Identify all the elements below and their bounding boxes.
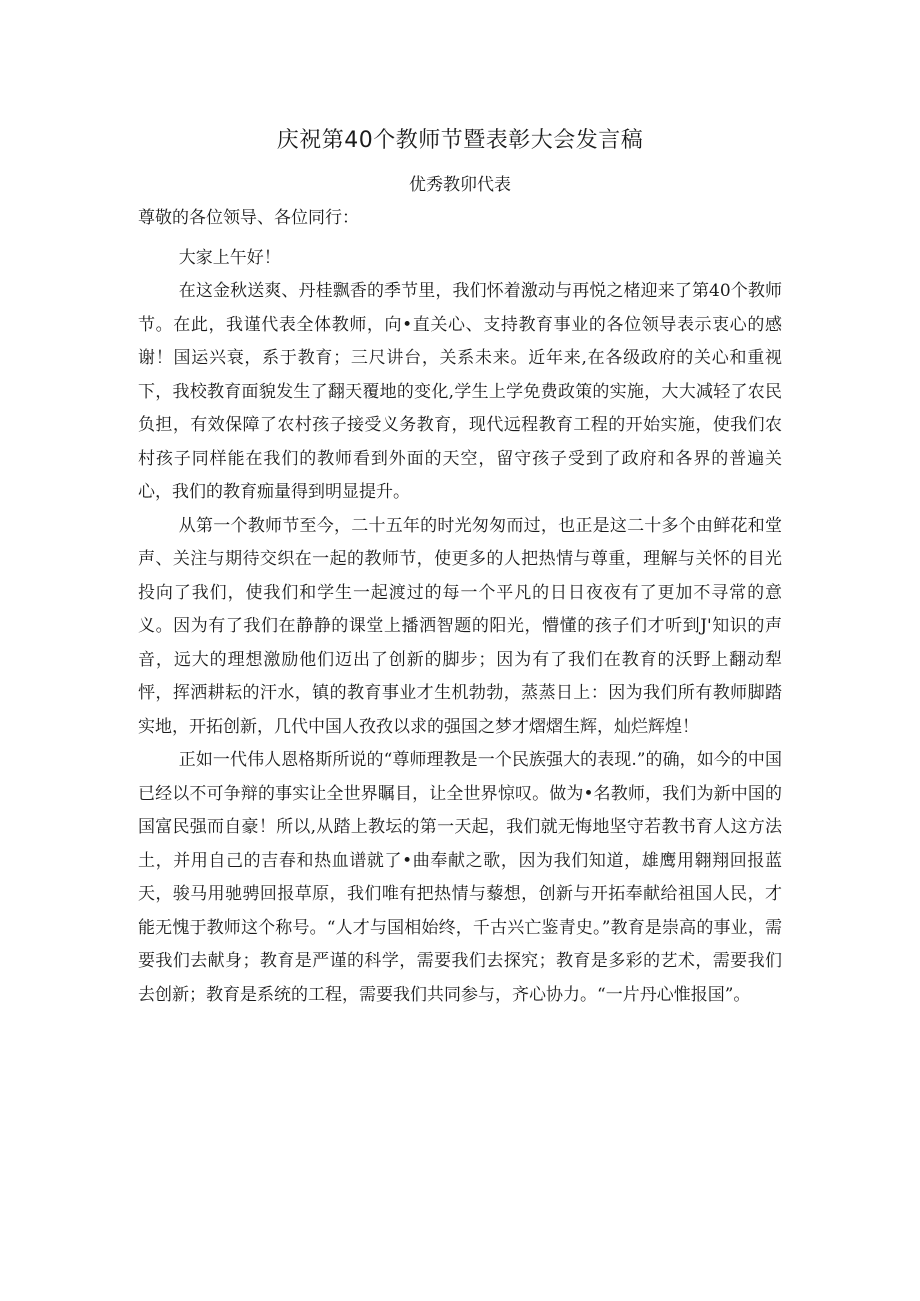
document-subtitle: 优秀教卯代表 <box>409 175 511 195</box>
paragraph: 正如一代伟人恩格斯所说的“尊师理教是一个民族强大的表现.”的确，如今的中国已经以不可争辩的事实让全世界瞩目，让全世界惊叹。做为•名教师，我们为新中国的国富民强而自豪！所以,从踏上教坛的第一天起，我们就无悔地坚守若教书育人这方法土，并用自己的吉春和热血谱就了•曲奉献之歌，因为我们知道，雄鹰用翱翔回报蓝天，骏马用驰骋回报草原，我们唯有把热情与藜想，创新与开拓奉献给祖国人民，才能无愧于教师这个称号。“人才与国相始终，千古兴亡鉴青史。”教育是崇高的事业，需要我们去献身；教育是严谨的科学，需要我们去探究；教育是多彩的艺术，需要我们去创新；教育是系统的工程，需要我们共同参与，齐心协力。“一片丹心惟报国”。 <box>138 750 782 1005</box>
document-body <box>138 242 782 1012</box>
salutation: 尊敬的各位领导、各位同行： <box>138 208 359 228</box>
paragraph-greeting: 大家上午好！ <box>178 248 281 268</box>
document-title: 庆祝第40个教师节暨表彰大会发言稿 <box>276 128 644 153</box>
paragraph: 在这金秋送爽、丹桂飘香的季节里，我们怀着激动与再悦之楮迎来了第40个教师节。在此，我谨代表全体教师，向•直关心、支持教育事业的各位领导表示衷心的感谢！国运兴衰，系于教育；三尺讲台，关系未来。近年来,在各级政府的关心和重视下，我校教育面貌发生了翻天覆地的变化,学生上学免费政策的实施，大大减轻了农民负担，有效保障了农村孩子接受义务教育，现代远程教育工程的开始实施，使我们农村孩子同样能在我们的教师看到外面的天空，留守孩子受到了政府和各界的普遍关心，我们的教育痂量得到明显提升。 <box>138 281 782 502</box>
paragraph: 从第一个教师节至今，二十五年的时光匆匆而过，也正是这二十多个由鲜花和堂声、关注与期待交织在一起的教师节，使更多的人把热情与尊重，理解与关怀的目光投向了我们，使我们和学生一起渡过的每一个平凡的日日夜夜有了更加不寻常的意义。因为有了我们在静静的课堂上播洒智题的阳光，懵懂的孩子们才听到J'知识的声音，远大的理想激励他们迈出了创新的脚步；因为有了我们在教育的沃野上翻动犁怦，挥洒耕耘的汗水，镇的教育事业才生机勃勃，蒸蒸日上：因为我们所有教师脚踏实地，开拓创新，几代中国人孜孜以求的强国之梦才熠熠生辉，灿烂辉煌！ <box>138 515 782 737</box>
